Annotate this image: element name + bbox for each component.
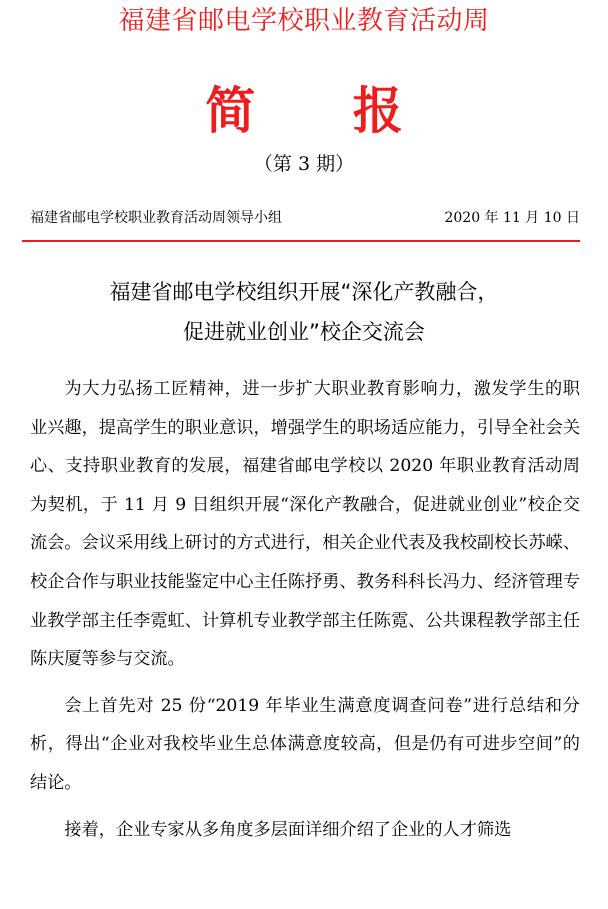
headline-line-2: 促进就业创业”校企交流会 [183,320,425,344]
issuer-date-row [30,206,580,230]
body-paragraph-3: 接着，企业专家从多角度多层面详细介绍了企业的人才筛选 [64,819,512,840]
body-paragraph-1: 为大力弘扬工匠精神，进一步扩大职业教育影响力，激发学生的职业兴趣，提高学生的职业意识，增强学生的职场适应能力，引导全社会关心、支持职业教育的发展，福建省邮电学校以 2020 年职业教育活动周为契机，于 11 月 9 日组织开展“深化产教融合，促进就业创业”校企交流会。会议采用线上研讨的方式进行，相关企业代表及我校副校长苏嵘、校企合作与职业技能鉴定中心主任陈抒勇、教务科科长冯力、经济管理专业教学部主任李霓虹、计算机专业教学部主任陈霓、公共课程教学部主任陈庆厦等参与交流。 [30,379,581,670]
issue-number: （第 3 期） [253,153,355,175]
red-divider [22,240,580,242]
article-headline [0,272,608,352]
body-paragraph-2: 会上首先对 25 份“2019 年毕业生满意度调查问卷”进行总结和分析，得出“企业对我校毕业生总体满意度较高，但是仍有可进步空间”的结论。 [30,695,580,793]
bulletin-title: 简 报 [205,82,443,140]
issuer-name: 福建省邮电学校职业教育活动周领导小组 [30,210,282,226]
article-body [30,370,580,849]
issue-date: 2020 年 11 月 10 日 [444,210,580,226]
masthead-title: 福建省邮电学校职业教育活动周 [118,6,490,36]
headline-line-1: 福建省邮电学校组织开展“深化产教融合， [109,280,499,304]
